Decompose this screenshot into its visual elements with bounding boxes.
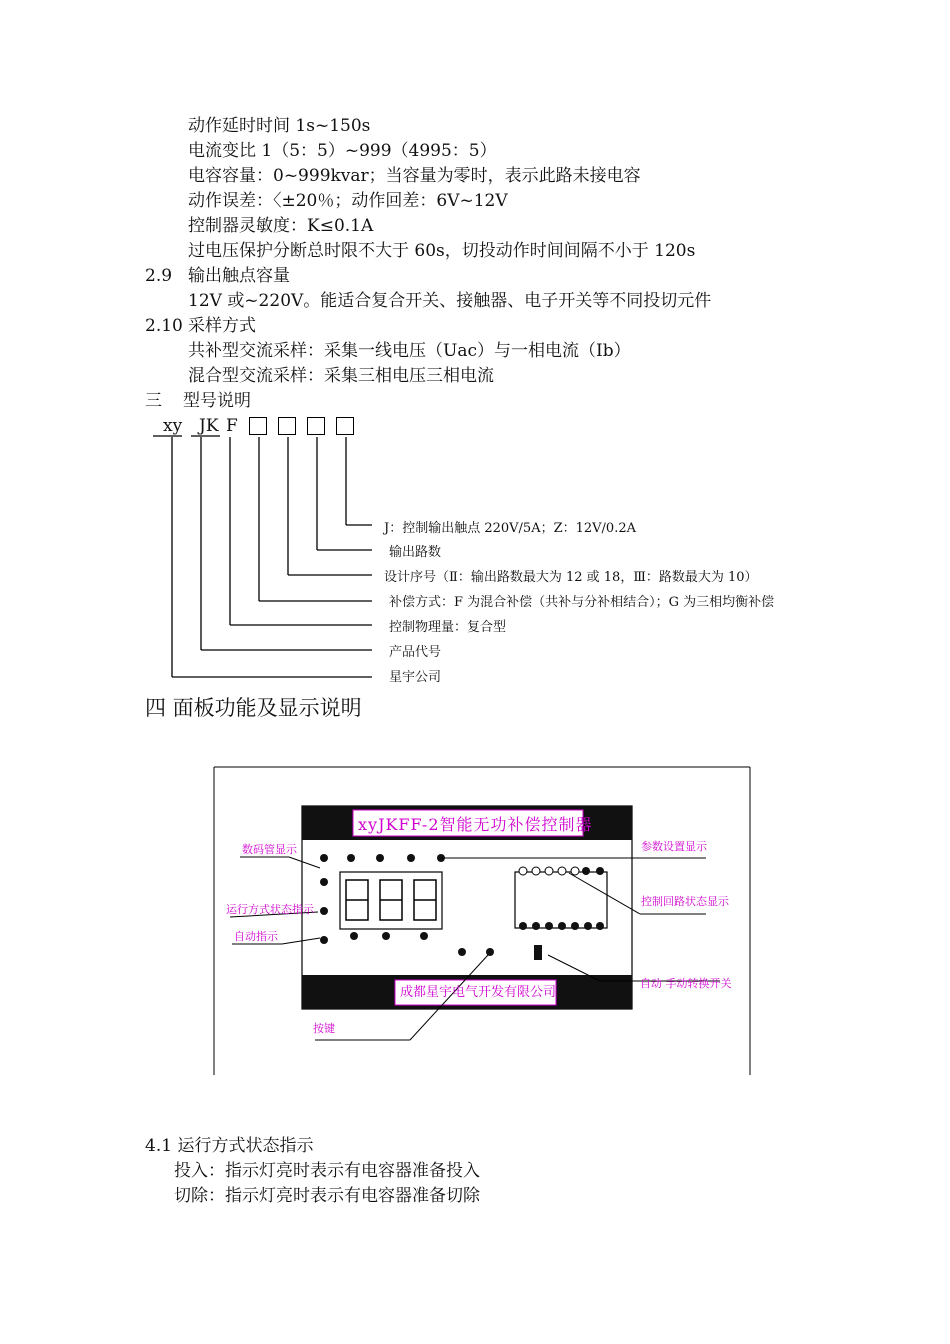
spec-line: 电容容量：0~999kvar；当容量为零时，表示此路未接电容	[188, 166, 641, 186]
model-label: 产品代号	[389, 645, 442, 660]
label-auto-indicator: 自动指示	[234, 930, 278, 943]
section-body: 投入：指示灯亮时表示有电容器准备投入	[174, 1161, 480, 1181]
panel-title: xyJKFF-2智能无功补偿控制器	[358, 815, 593, 834]
spec-line: 动作延时时间 1s~150s	[188, 116, 371, 136]
model-label: 设计序号（Ⅱ：输出路数最大为 12 或 18，Ⅲ：路数最大为 10）	[384, 570, 758, 585]
section-title: 型号说明	[183, 391, 251, 411]
model-label: 星宇公司	[389, 670, 442, 685]
spec-line: 控制器灵敏度：K≤0.1A	[188, 216, 374, 236]
spec-line: 过电压保护分断总时限不大于 60s，切投动作时间间隔不小于 120s	[188, 241, 696, 261]
model-code-xy: xy	[163, 416, 183, 436]
section-title: 4.1 运行方式状态指示	[145, 1136, 314, 1156]
label-output-state: 控制回路状态显示	[641, 895, 729, 908]
section-title: 输出触点容量	[188, 266, 290, 286]
panel-company-name: 成都星宇电气开发有限公司	[400, 985, 557, 1000]
model-label: 补偿方式：F 为混合补偿（共补与分补相结合）；G 为三相均衡补偿	[389, 595, 775, 610]
label-parameter-display: 参数设置显示	[641, 840, 707, 853]
model-code-jk: JK	[199, 416, 219, 436]
model-label: J：控制输出触点 220V/5A；Z：12V/0.2A	[384, 521, 636, 536]
spec-line: 动作误差：〈±20％；动作回差：6V~12V	[188, 191, 508, 211]
section-heading: 四 面板功能及显示说明	[145, 696, 362, 720]
spec-line: 电流变比 1（5：5）~999（4995：5）	[188, 141, 497, 161]
label-keys: 按键	[313, 1022, 335, 1035]
model-label: 控制物理量：复合型	[389, 620, 507, 635]
section-body: 12V 或~220V。能适合复合开关、接触器、电子开关等不同投切元件	[188, 291, 712, 311]
label-mode-switch: 自动 手动转换开关	[640, 977, 732, 990]
section-number: 三	[145, 391, 162, 411]
section-number: 2.10	[145, 316, 183, 336]
label-run-mode: 运行方式状态指示	[226, 903, 314, 916]
section-body: 共补型交流采样：采集一线电压（Uac）与一相电流（Ib）	[188, 341, 631, 361]
label-digital-display: 数码管显示	[242, 843, 297, 856]
section-title: 采样方式	[188, 316, 256, 336]
section-body: 混合型交流采样：采集三相电压三相电流	[188, 366, 494, 386]
model-code-f: F	[226, 416, 238, 436]
section-body: 切除：指示灯亮时表示有电容器准备切除	[174, 1186, 480, 1206]
section-number: 2.9	[145, 266, 173, 286]
model-label: 输出路数	[389, 545, 442, 560]
